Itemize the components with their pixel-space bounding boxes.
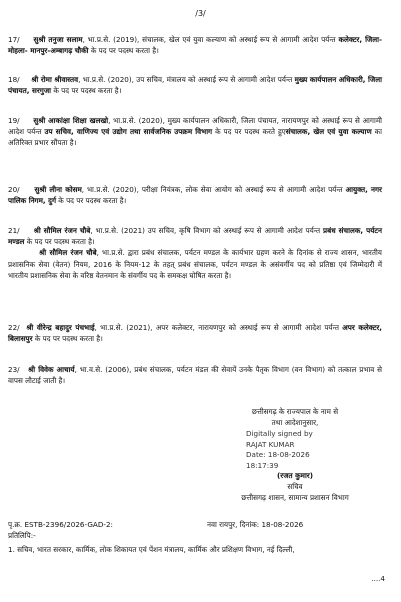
- officer-name: श्री सौमिल रंजन चौबे: [33, 226, 91, 235]
- officer-name: सुश्री तनुजा सलाम: [33, 35, 83, 44]
- officer-name: श्री वीरेन्द्र बहादुर पंचभाई: [26, 323, 95, 332]
- officer-name: श्री रोमा श्रीवास्तव: [31, 75, 79, 84]
- order-paragraph-22: [8, 322, 382, 344]
- officer-name: श्री विवेक आचार्य: [28, 365, 75, 374]
- posting: उप सचिव, वाणिज्य एवं उद्योग तथा सार्वजनिक उपक्रम विभाग: [44, 127, 213, 137]
- digital-signature-line: 18:17:39: [246, 460, 279, 470]
- copy-item: 1. सचिव, भारत सरकार, कार्मिक, लोक शिकायत एवं पेंशन मंत्रालय, कार्मिक और प्रशिक्षण विभाग, नई दिल्ली,: [8, 545, 295, 554]
- para-text: , भा.प्र.से. द्वारा प्रबंध संचालक, पर्यटन मण्डल के कार्यभार ग्रहण करने के दिनांक से राज्य शासन, भारतीय प्रशासनिक सेवा (वेतन) नियम, 2016 के नियम-12 के तहत् प्रबंध संचालक, पर्यटन मण्डल के असंवर्गीय पद को प्रतिष्ठा एवं जिम्मेदारी में भारतीय प्रशासनिक सेवा के वरिष्ठ वेतनमान के संवर्गीय पद के समकक्ष घोषित करता है।: [8, 248, 382, 280]
- digital-signature: [246, 429, 313, 471]
- order-paragraph-23: [8, 364, 382, 386]
- signatory: [205, 470, 385, 503]
- posting: मुख्य कार्यपालन अधिकारी, जिला पंचायत, सरगुजा: [8, 75, 382, 96]
- order-paragraph-21: [8, 225, 382, 281]
- para-number: 21/: [8, 226, 20, 235]
- posting: आयुक्त, नगर पालिक निगम, दुर्ग: [8, 185, 382, 206]
- digital-signature-line: Date: 18-08-2026: [246, 450, 310, 459]
- order-paragraph-20: [8, 184, 382, 206]
- copy-to-heading: प्रतिलिपि:-: [8, 531, 36, 540]
- para-text: , भा.प्र.से. (2020), परीक्षा नियंत्रक, लोक सेवा आयोग को अस्थाई रूप से आगामी आदेश पर्यन्त: [81, 185, 346, 194]
- para-number: 23/: [8, 365, 20, 374]
- para-number: 22/: [8, 323, 20, 332]
- posting: कलेक्टर, जिला-मोहला- मानपुर-अम्बागढ़ चौकी: [8, 35, 382, 56]
- signatory-designation: सचिव: [287, 482, 303, 491]
- para-text: के पद पर पदस्थ करता है।: [51, 86, 122, 96]
- para-number: 19/: [8, 116, 20, 125]
- order-paragraph-17: [8, 34, 382, 56]
- officer-name: श्री सौमिल रंजन चौबे: [39, 248, 97, 258]
- para-text: के पद पर पदस्थ करता है।: [88, 46, 159, 56]
- para-text: , भा.प्र.से. (2020), मुख्य कार्यपालन अधिकारी, जिला पंचायत, नारायणपुर को अस्थाई रूप से आगामी आदेश पर्यन्त: [8, 116, 382, 137]
- issue-date: नवा रायपुर, दिनांक: 18-08-2026: [207, 520, 304, 529]
- signatory-department: छत्तीसगढ़ शासन, सामान्य प्रशासन विभाग: [241, 493, 349, 502]
- additional-charge: संचालक, खेल एवं युवा कल्याण: [285, 127, 372, 137]
- signatory-name: (रजत कुमार): [276, 471, 314, 480]
- signature-authority: [205, 406, 385, 428]
- posting: प्रबंध संचालक, पर्यटन मण्डल: [8, 226, 382, 247]
- page-number: /3/: [195, 9, 206, 18]
- order-paragraph-18: [8, 74, 382, 96]
- para-text: , भा.प्र.से. (2021) उप सचिव, कृषि विभाग को अस्थाई रूप से आगामी आदेश पर्यन्त: [90, 226, 323, 235]
- digital-signature-line: RAJAT KUMAR: [246, 439, 295, 449]
- signature-line: तथा आदेशानुसार,: [271, 418, 319, 427]
- reference-number: पृ.क्र. ESTB-2396/2026-GAD-2:: [8, 520, 113, 529]
- para-number: 18/: [8, 75, 20, 84]
- digital-signature-line: Digitally signed by: [246, 429, 313, 438]
- next-page-marker: ....4: [371, 574, 385, 583]
- para-text: का अतिरिक्त प्रभार सौंपता है।: [8, 127, 382, 148]
- para-text: के पद पर पदस्थ करते हुए: [212, 127, 286, 137]
- para-text: , भा.प्र.से. (2021), अपर कलेक्टर, नारायणपुर को अस्थाई रूप से आगामी आदेश पर्यन्त: [94, 323, 343, 332]
- officer-name: सुश्री आकांक्षा शिक्षा खलखो: [33, 116, 109, 125]
- para-number: 20/: [8, 185, 20, 194]
- para-text: , भा.प्र.से. (2019), संचालक, खेल एवं युवा कल्याण को अस्थाई रूप से आगामी आदेश पर्यन्त: [82, 35, 339, 44]
- para-text: , भा.प्र.से. (2020), उप सचिव, मंत्रालय को अस्थाई रूप से आगामी आदेश पर्यन्त: [78, 75, 295, 84]
- officer-name: सुश्री लीना कोसम: [34, 185, 82, 194]
- para-text: के पद पर पदस्थ करता है।: [32, 334, 103, 344]
- para-text: के पद पर पदस्थ करता है।: [24, 237, 95, 247]
- signature-line: छत्तीसगढ़ के राज्यपाल के नाम से: [251, 407, 339, 416]
- order-paragraph-19: [8, 115, 382, 149]
- posting: अपर कलेक्टर, बिलासपुर: [8, 323, 383, 344]
- para-number: 17/: [8, 35, 20, 44]
- para-text: के पद पर पदस्थ करता है।: [56, 196, 127, 206]
- para-text: , भा.व.से. (2006), प्रबंध संचालक, पर्यटन मंडल की सेवायें उनके पैतृक विभाग (वन विभाग) को तत्काल प्रभाव से वापस लौटाई जाती है।: [8, 365, 382, 386]
